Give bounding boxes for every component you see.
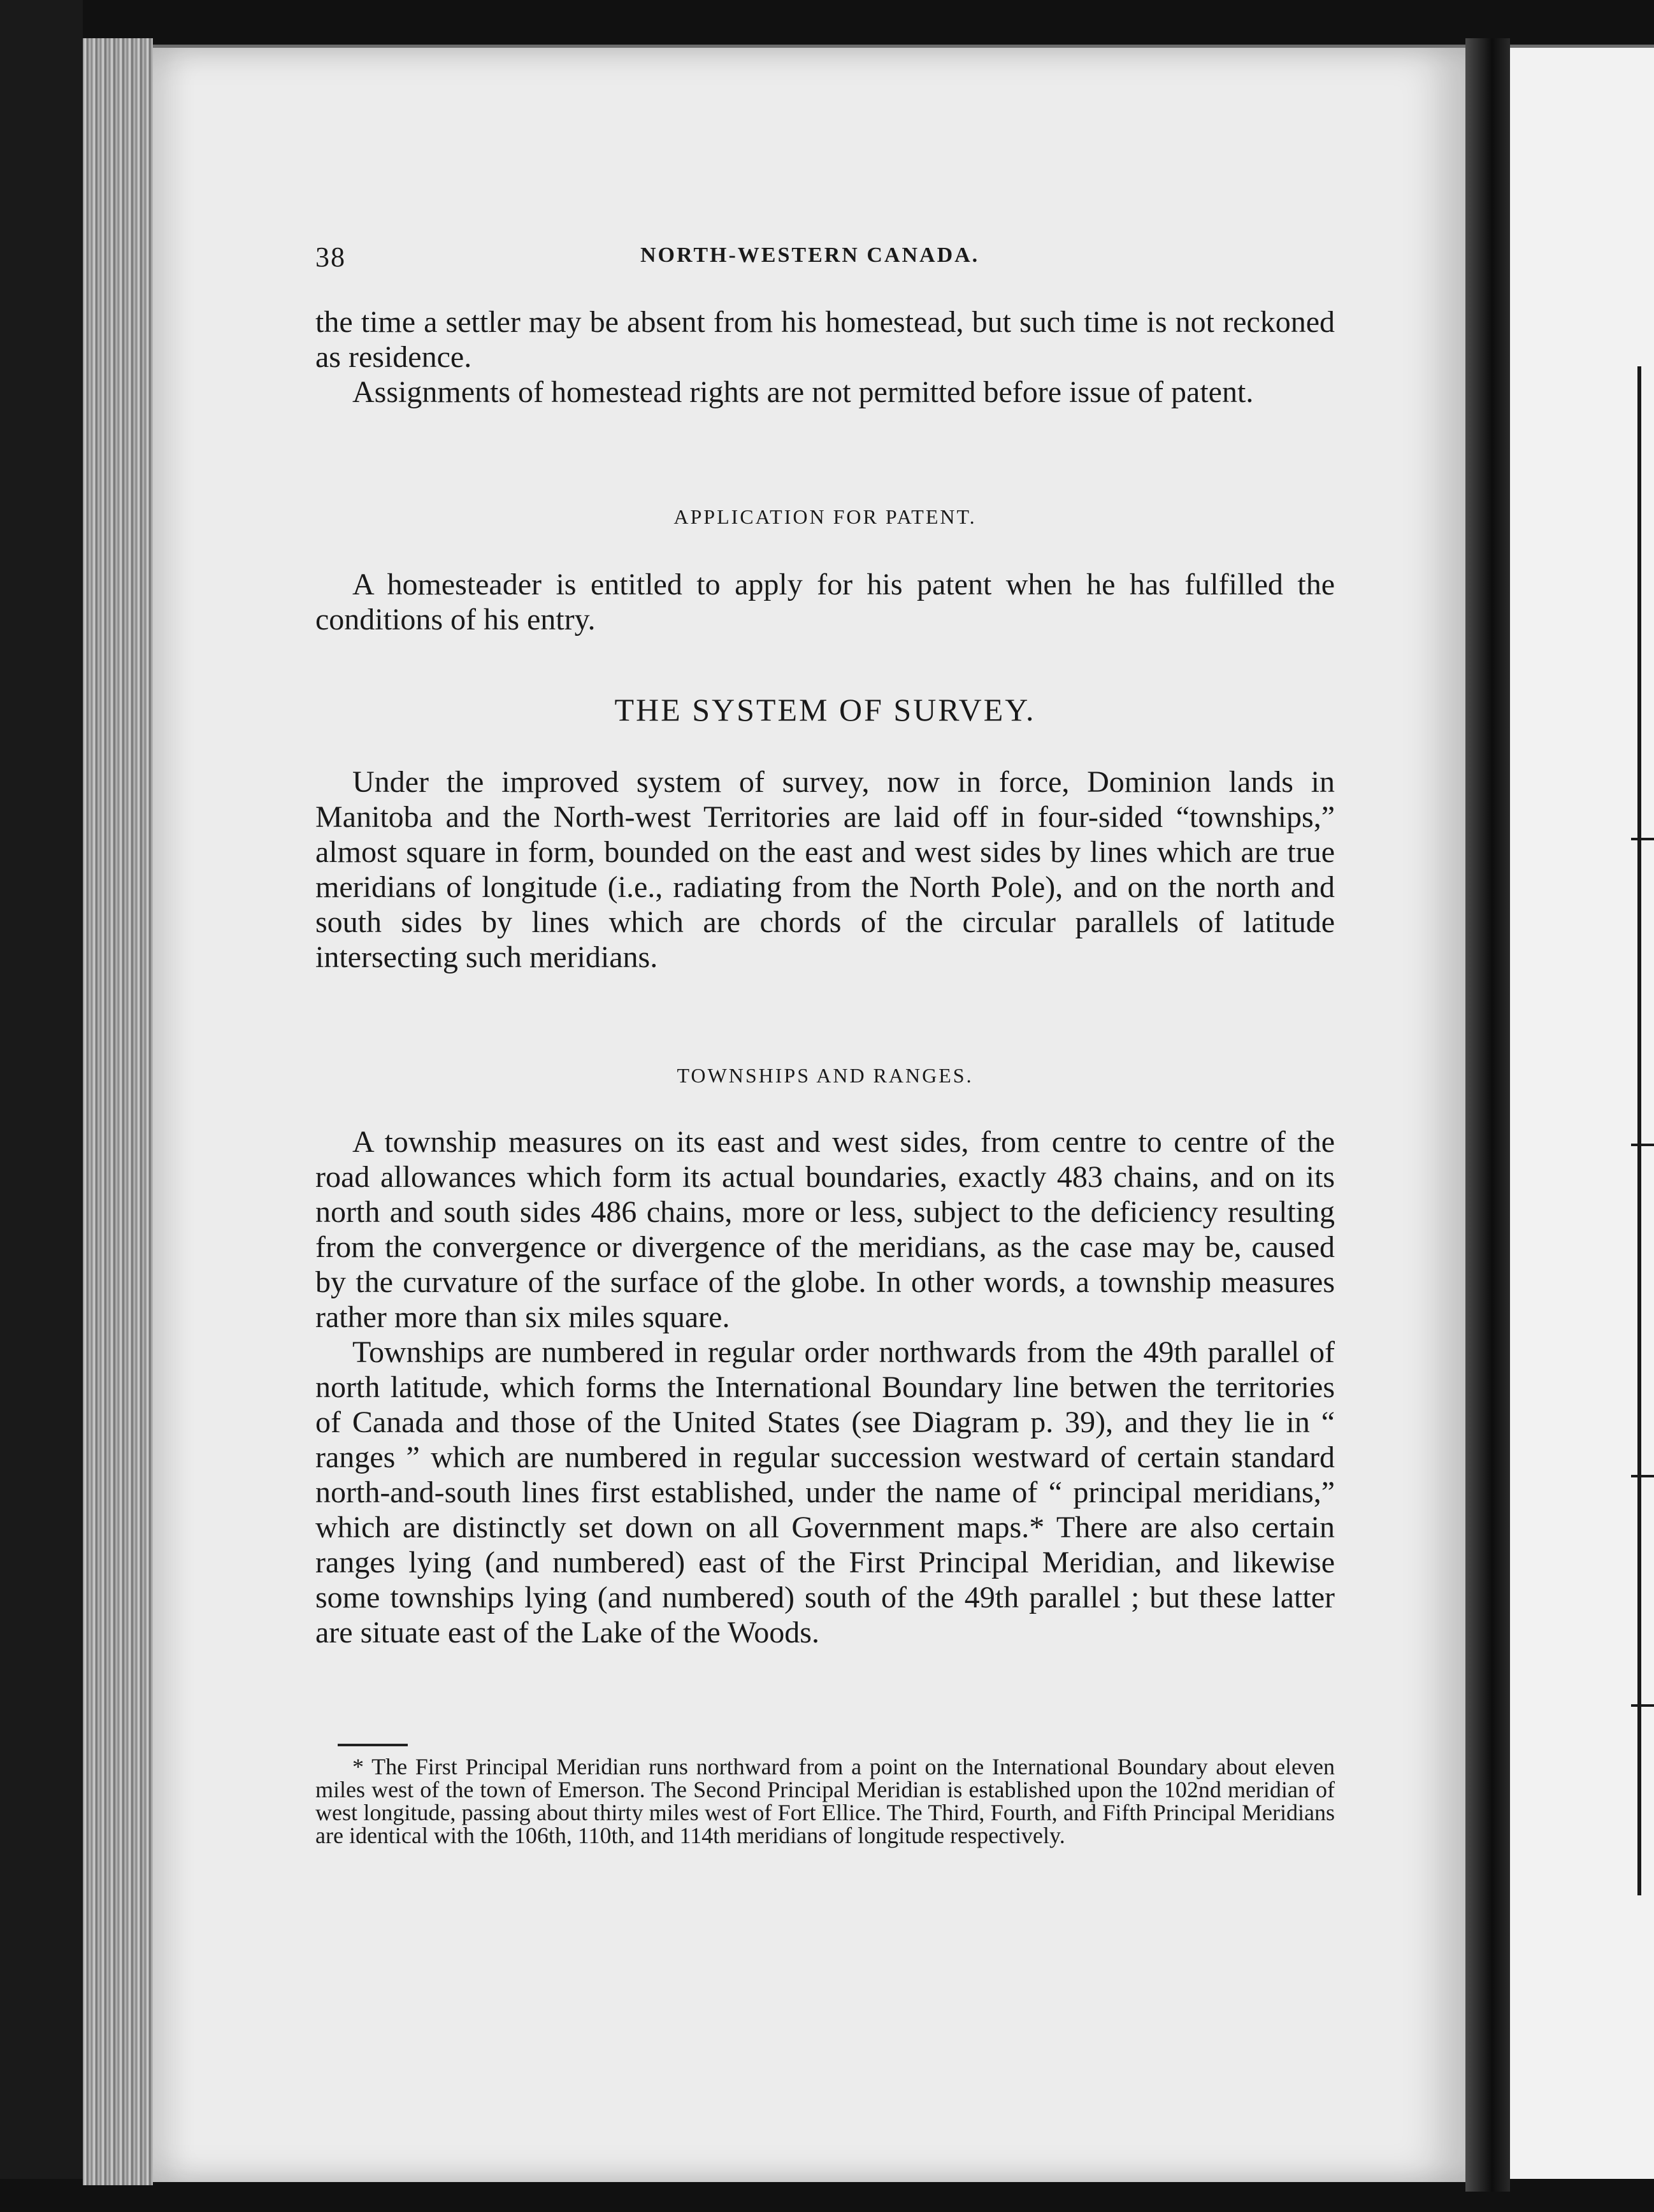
heading-application-for-patent: APPLICATION FOR PATENT. [673,505,977,528]
paragraph-assignments: Assignments of homestead rights are not permitted before issue of patent. [352,375,1254,409]
section-application [315,505,1335,529]
top-paragraphs [315,305,1335,410]
adjacent-page-tick [1631,838,1654,840]
footnote-rule [338,1744,408,1746]
running-title: NORTH-WESTERN CANADA. [640,243,980,267]
footnote-text: * The First Principal Meridian runs northward from a point on the International Boundary about eleven miles west of the town of Emerson. The Second Principal Meridian is established upon the 102nd meridian of west longitude, passing about thirty miles west of Fort Ellice. The Third, Fourth, and Fifth Principal Meridians are identical with the 106th, 110th, and 114th meridians of longitude respectively. [315,1754,1335,1848]
adjacent-page-rule [1637,366,1641,1895]
section-application-body [315,567,1335,637]
heading-system-of-survey: THE SYSTEM OF SURVEY. [614,692,1036,728]
book-page-edges [83,38,153,2185]
adjacent-page [1510,48,1654,2179]
scan-frame-bottom [0,2179,1654,2212]
paragraph-continuation: the time a settler may be absent from his homestead, but such time is not reckoned as residence. [315,305,1335,374]
heading-townships-and-ranges: TOWNSHIPS AND RANGES. [677,1064,974,1087]
page-number: 38 [315,241,346,273]
adjacent-page-tick [1631,1704,1654,1707]
section-townships-body [315,1124,1335,1650]
footnote [315,1755,1335,1847]
paragraph-survey: Under the improved system of survey, now in force, Dominion lands in Manitoba and the North-west Territories are laid off in four-sided “townships,” almost square in form, bounded on the east and west sides by lines which are true meridians of longitude (i.e., radiating from the North Pole), and on the north and south sides by lines which are chords of the circular parallels of latitude intersecting such meridians. [315,765,1335,974]
book-gutter [1465,38,1510,2192]
paragraph-townships-numbered: Townships are numbered in regular order northwards from the 49th parallel of north latitude, which forms the International Boundary line betwen the territories of Canada and those of the United States (see Diagram p. 39), and they lie in “ ranges ” which are numbered in regular succession westward of certain standard north-and-south lines first established, under the name of “ principal meridians,” which are distinctly set down on all Government maps.* There are also certain ranges lying (and numbered) east of the First Principal Meridian, and likewise some townships lying (and numbered) south of the 49th parallel ; but these latter are situate east of the Lake of the Woods. [315,1335,1335,1649]
section-survey-body [315,765,1335,975]
scan-frame-left [0,0,83,2212]
paragraph-application: A homesteader is entitled to apply for his patent when he has fulfilled the conditions of his entry. [315,568,1335,636]
section-survey-heading [315,691,1335,728]
paragraph-township-measures: A township measures on its east and west sides, from centre to centre of the road allowances which form its actual boundaries, exactly 483 chains, and on its north and south sides 486 chains, more or less, subject to the deficiency resulting from the convergence or divergence of the meridians, as the case may be, caused by the curvature of the surface of the globe. In other words, a township measures rather more than six miles square. [315,1125,1335,1334]
adjacent-page-tick [1631,1144,1654,1146]
adjacent-page-tick [1631,1475,1654,1477]
scan-frame-top [0,0,1654,45]
section-townships-heading [315,1064,1335,1088]
